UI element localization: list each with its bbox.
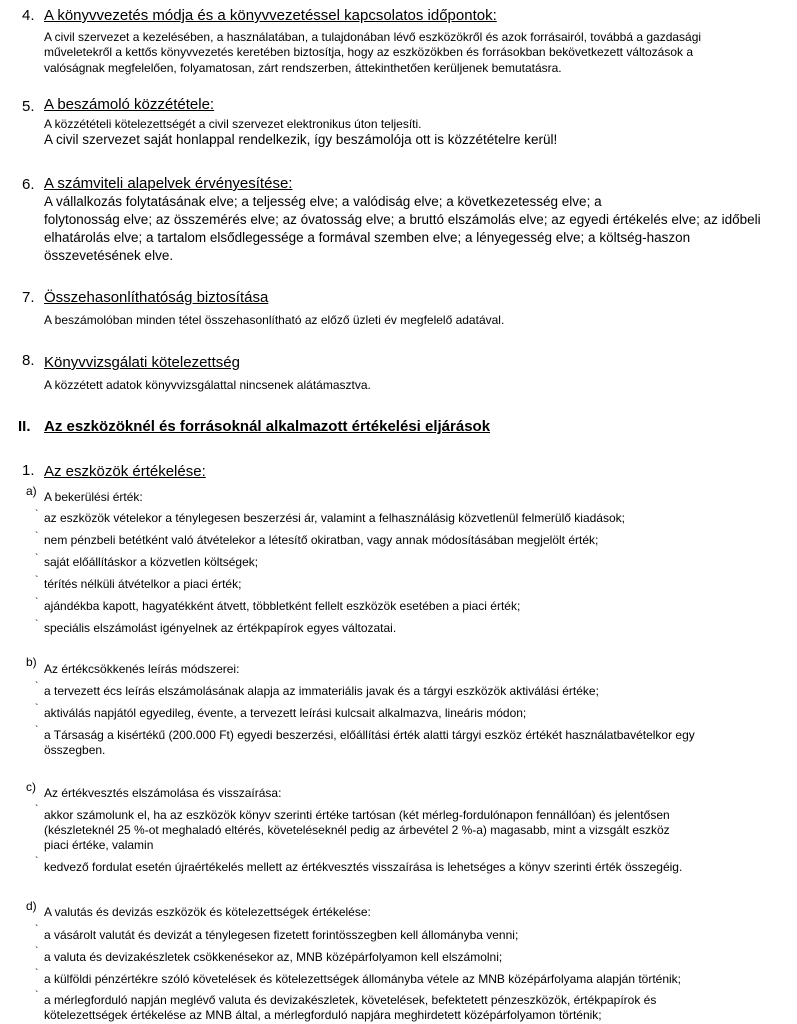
section-5-title: A beszámoló közzététele: xyxy=(44,96,215,113)
section-8-title: Könyvvizsgálati kötelezettség xyxy=(44,354,240,371)
bullet-mark: ` xyxy=(35,619,39,630)
item-d-title: A valutás és devizás eszközök és kötelezettségek értékelése: xyxy=(44,905,371,919)
section-7-title: Összehasonlíthatóság biztosítása xyxy=(44,289,269,306)
bullet-mark: ` xyxy=(35,575,39,586)
item-b-bullet-2: aktiválás napjától egyedileg, évente, a tervezett leírási kulcsait alkalmazva, lineáris módon; xyxy=(44,706,527,720)
bullet-mark: ` xyxy=(35,509,39,520)
bullet-mark: ` xyxy=(35,946,39,957)
section-4-line-1: A civil szervezet a kezelésében, a használatában, a tulajdonában lévő eszközökről és azok forrásairól, továbbá a gazdasági xyxy=(44,30,702,44)
item-b-bullet-3-line-1: a Társaság a kisértékű (200.000 Ft) egyedi beszerzési, előállítási érték alatti tárgyi eszköz értékét használatbavételkor egy xyxy=(44,728,695,742)
section-4-line-2: műveletekről a kettős könyvvezetés keretében biztosítja, hogy az eszközökben és forrásokban bekövetkezett változások a xyxy=(44,45,694,59)
section-6-number: 6. xyxy=(22,176,35,193)
item-b-bullet-3-line-2: összegben. xyxy=(44,743,106,757)
item-a-bullet-3: saját előállításkor a közvetlen költségek; xyxy=(44,555,259,569)
item-c-bullet-2: kedvező fordulat esetén újraértékelés mellett az értékvesztés visszaírása is lehetséges a könyv szerinti érték összegéig. xyxy=(44,860,683,874)
item-b-label: b) xyxy=(26,655,37,669)
item-d-bullet-3: a külföldi pénzértékre szóló követelések és kötelezettségek állományba vétele az MNB középárfolyama alapján történik; xyxy=(44,972,682,986)
item-a-bullet-1: az eszközök vételekor a ténylegesen beszerzési ár, valamint a felhasználásig közvetlenül felmerülő kiadások; xyxy=(44,511,625,525)
section-6-line-4: összevetésének elve. xyxy=(44,248,174,263)
section-8-line: A közzétett adatok könyvvizsgálattal nincsenek alátámasztva. xyxy=(44,378,371,392)
bullet-mark: ` xyxy=(35,924,39,935)
section-8-number: 8. xyxy=(22,352,35,369)
section-7-number: 7. xyxy=(22,289,35,306)
section-6-title: A számviteli alapelvek érvényesítése: xyxy=(44,175,293,192)
subsection-1-number: 1. xyxy=(22,462,35,479)
bullet-mark: ` xyxy=(35,968,39,979)
bullet-mark: ` xyxy=(35,703,39,714)
item-c-label: c) xyxy=(26,780,36,794)
bullet-mark: ` xyxy=(35,804,39,815)
section-4-number: 4. xyxy=(22,7,35,24)
section-5-line-2: A civil szervezet saját honlappal rendelkezik, így beszámolója ott is közzétételre kerül! xyxy=(44,132,558,147)
item-c-bullet-1-line-1: akkor számolunk el, ha az eszközök könyv szerinti értéke tartósan (két mérleg-fordulónapon fennállóan) és jelentősen xyxy=(44,808,670,822)
section-6-line-1: A vállalkozás folytatásának elve; a teljesség elve; a valódiság elve; a következetesség elve; a xyxy=(44,194,602,209)
item-c-bullet-1-line-3: piaci értéke, valamin xyxy=(44,838,154,852)
bullet-mark: ` xyxy=(35,725,39,736)
bullet-mark: ` xyxy=(35,553,39,564)
item-c-title: Az értékvesztés elszámolása és visszaírása: xyxy=(44,786,282,800)
item-a-bullet-4: térítés nélküli átvételkor a piaci érték; xyxy=(44,577,242,591)
bullet-mark: ` xyxy=(35,597,39,608)
bullet-mark: ` xyxy=(35,531,39,542)
item-d-bullet-4-line-1: a mérlegforduló napján meglévő valuta és devizakészletek, követelések, befektetett pénzeszközök, értékpapírok és xyxy=(44,993,657,1007)
bullet-mark: ` xyxy=(35,856,39,867)
section-II-title: Az eszközöknél és forrásoknál alkalmazott értékelési eljárások xyxy=(44,418,491,435)
subsection-1-title: Az eszközök értékelése: xyxy=(44,463,206,480)
section-4-line-3: valóságnak megfelelően, folyamatosan, zárt rendszerben, áttekinthetően kerüljenek bemutatásra. xyxy=(44,61,562,75)
item-d-bullet-4-line-2: kötelezettségek értékelése az MNB által, a mérlegforduló napjára meghirdetett középárfolyamon történik; xyxy=(44,1008,602,1022)
section-6-line-2: folytonosság elve; az összemérés elve; az óvatosság elve; a bruttó elszámolás elve; az egyedi értékelés elve; az időbeli xyxy=(44,212,761,227)
item-a-bullet-5: ajándékba kapott, hagyatékként átvett, többletként fellelt eszközök esetében a piaci érték; xyxy=(44,599,521,613)
item-c-bullet-1-line-2: (készleteknél 25 %-ot meghaladó eltérés, követeléseknél pedig az árbevétel 2 %-a) magasabb, mint a vizsgált eszköz xyxy=(44,823,670,837)
section-6-line-3: elhatárolás elve; a tartalom elsődlegessége a formával szemben elve; a lényegesség elve; a költség-haszon xyxy=(44,230,691,245)
bullet-mark: ` xyxy=(35,990,39,1001)
item-d-bullet-1: a vásárolt valutát és devizát a ténylegesen fizetett forintösszegben kell állományba venni; xyxy=(44,928,519,942)
item-d-bullet-2: a valuta és devizakészletek csökkenésekor az, MNB középárfolyamon kell elszámolni; xyxy=(44,950,503,964)
item-b-title: Az értékcsökkenés leírás módszerei: xyxy=(44,662,240,676)
item-b-bullet-1: a tervezett écs leírás elszámolásának alapja az immateriális javak és a tárgyi eszközök aktiválási értéke; xyxy=(44,684,599,698)
item-a-bullet-2: nem pénzbeli betétként való átvételekor a létesítő okiratban, vagy annak módosításában megjelölt érték; xyxy=(44,533,599,547)
item-a-bullet-6: speciális elszámolást igényelnek az értékpapírok egyes változatai. xyxy=(44,621,397,635)
bullet-mark: ` xyxy=(35,681,39,692)
item-a-label: a) xyxy=(26,484,37,498)
section-4-title: A könyvvezetés módja és a könyvvezetéssel kapcsolatos időpontok: xyxy=(44,7,497,24)
section-5-number: 5. xyxy=(22,98,35,115)
item-a-title: A bekerülési érték: xyxy=(44,490,143,504)
item-d-label: d) xyxy=(26,899,37,913)
section-7-line: A beszámolóban minden tétel összehasonlítható az előző üzleti év megfelelő adatával. xyxy=(44,313,505,327)
section-II-number: II. xyxy=(18,418,31,435)
section-5-line-1: A közzétételi kötelezettségét a civil szervezet elektronikus úton teljesíti. xyxy=(44,117,422,131)
